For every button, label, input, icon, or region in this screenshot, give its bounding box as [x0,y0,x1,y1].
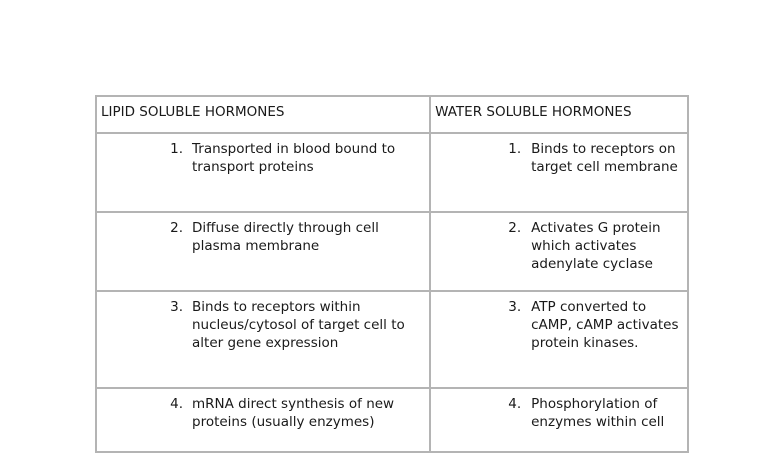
header-water-soluble: WATER SOLUBLE HORMONES [430,96,688,133]
list-item [97,213,429,255]
item-number: 4. [508,396,522,412]
lipid-cell [96,388,430,452]
table-row [96,291,688,388]
item-number: 1. [170,141,183,157]
item-number: 2. [508,220,522,236]
item-text: ATP converted to cAMP, cAMP activates protein kinases. [531,299,679,351]
list-item [97,292,429,352]
water-cell [430,212,688,291]
list-item [431,134,687,176]
item-text: Binds to receptors on target cell membrane [531,141,678,175]
list-item [431,389,687,431]
header-lipid-soluble: LIPID SOLUBLE HORMONES [96,96,430,133]
lipid-cell [96,133,430,212]
item-number: 3. [508,299,522,315]
lipid-cell [96,212,430,291]
hormones-table [95,95,689,453]
list-item [97,134,429,176]
list-item [431,292,687,352]
item-number: 2. [170,220,183,236]
table-row [96,212,688,291]
item-text: Binds to receptors within nucleus/cytosol of target cell to alter gene expression [192,299,405,351]
water-cell [430,291,688,388]
water-cell [430,133,688,212]
item-text: mRNA direct synthesis of new proteins (usually enzymes) [192,396,395,430]
lipid-cell [96,291,430,388]
table-row [96,133,688,212]
water-cell [430,388,688,452]
item-text: Activates G protein which activates adenylate cyclase [531,220,661,272]
item-number: 1. [508,141,522,157]
item-text: Phosphorylation of enzymes within cell [531,396,665,430]
item-text: Diffuse directly through cell plasma membrane [192,220,379,254]
table-header-row [96,96,688,133]
item-text: Transported in blood bound to transport proteins [192,141,396,175]
item-number: 3. [170,299,183,315]
list-item [431,213,687,273]
list-item [97,389,429,431]
table-row [96,388,688,452]
item-number: 4. [170,396,183,412]
